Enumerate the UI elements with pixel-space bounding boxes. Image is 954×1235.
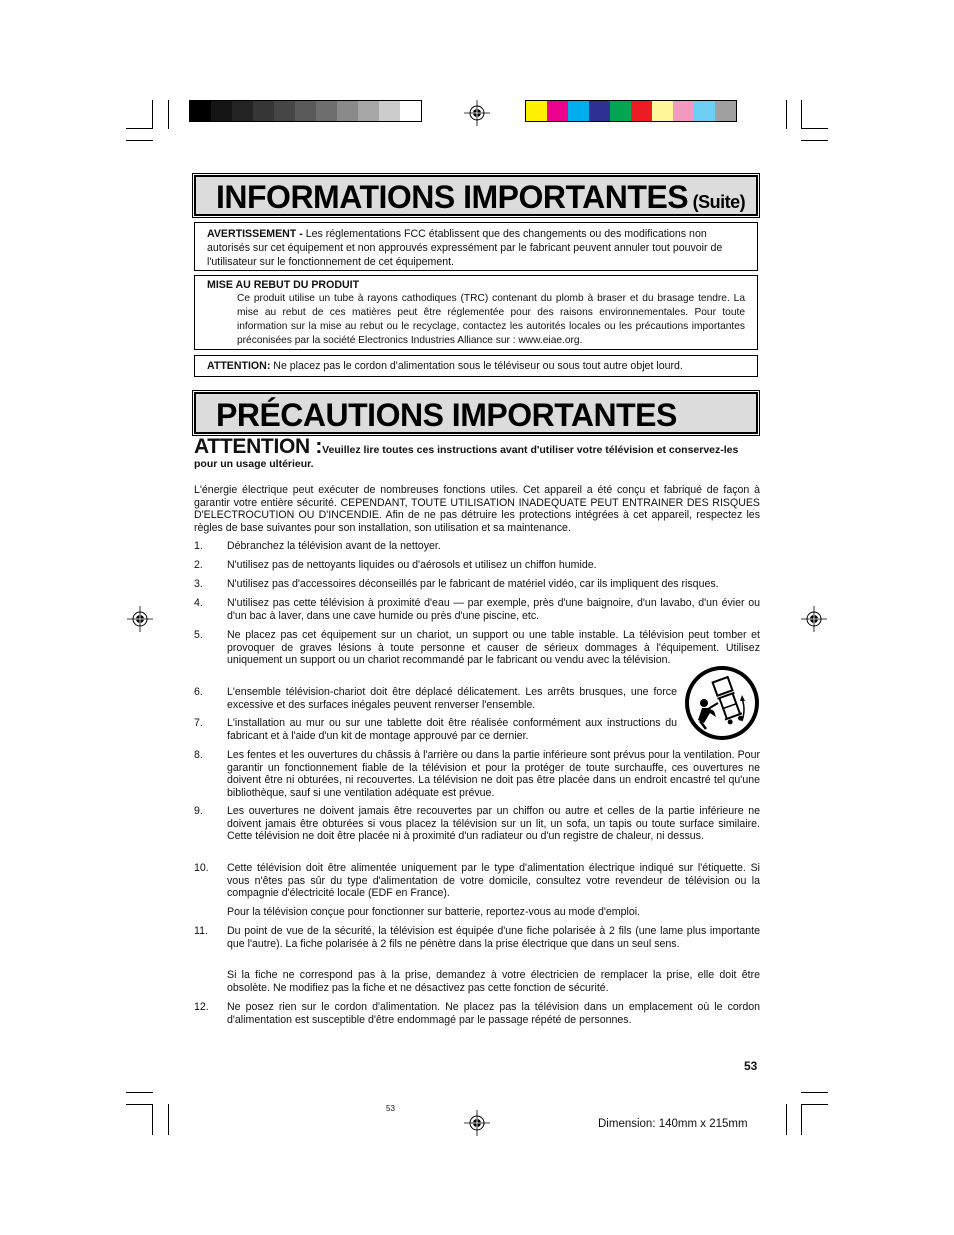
color-swatch (232, 101, 253, 121)
color-swatch (190, 101, 211, 121)
attention-heading-text: Veuillez lire toutes ces instructions avant d'utiliser votre télévision et conservez-les pour un usage ultérieur. (194, 444, 739, 470)
precautions-title-box (194, 392, 758, 434)
attention-label: ATTENTION: (207, 360, 271, 372)
registration-mark-icon (464, 100, 490, 126)
attention-heading (194, 435, 760, 471)
color-swatch (568, 101, 589, 121)
disposal-label: MISE AU REBUT DU PRODUIT (207, 279, 360, 291)
color-swatch (337, 101, 358, 121)
color-swatch (211, 101, 232, 121)
registration-mark-icon (464, 1110, 490, 1136)
cart-tipover-warning-icon (684, 665, 760, 741)
color-swatch (631, 101, 652, 121)
info-title: INFORMATIONS IMPORTANTES (216, 179, 689, 215)
disposal-text: Ce produit utilise un tube à rayons cathodiques (TRC) contenant du plomb à braser et du brasage tendre. La mise au rebut de ces matières peut être réglementée pour des raisons environnementales. Pour toute information sur la mise au rebut ou le recyclage, contactez les autorités locales ou les précautions importantes préconisées par la société Electronics Industries Alliance sur : www.eiae.org. (237, 293, 745, 346)
warning-text: Les réglementations FCC établissent que des changements ou des modifications non autorisés sur cet équipement et non approuvés expressément par le fabricant peuvent annuler tout pouvoir de l'utilisateur sur le fonctionnement de cet équipement. (207, 228, 723, 268)
color-swatch (673, 101, 694, 121)
warning-label: AVERTISSEMENT - (207, 228, 303, 240)
color-swatch (253, 101, 274, 121)
dimension-label: Dimension: 140mm x 215mm (598, 1118, 748, 1130)
color-swatch (652, 101, 673, 121)
color-swatch (274, 101, 295, 121)
page-number: 53 (744, 1059, 758, 1073)
attention-text: Ne placez pas le cordon d'alimentation sous le téléviseur ou sous tout autre objet lourd. (270, 360, 683, 372)
color-swatch (589, 101, 610, 121)
color-swatch (400, 101, 421, 121)
registration-mark-icon (801, 606, 827, 632)
registration-mark-icon (127, 606, 153, 632)
color-swatch (358, 101, 379, 121)
grayscale-bar (189, 100, 422, 122)
disposal-box (194, 275, 758, 350)
color-swatch (715, 101, 736, 121)
color-swatch (379, 101, 400, 121)
color-swatch (610, 101, 631, 121)
small-page-number: 53 (386, 1104, 395, 1113)
color-swatch (316, 101, 337, 121)
fcc-warning-box (194, 222, 758, 271)
color-swatch (295, 101, 316, 121)
info-title-box (194, 175, 758, 216)
attention-box (194, 355, 758, 377)
precautions-title: PRÉCAUTIONS IMPORTANTES (216, 397, 677, 433)
color-bar (525, 100, 737, 122)
intro-paragraph: L'énergie électrique peut exécuter de nombreuses fonctions utiles. Cet appareil a été conçu et fabriqué de façon à garantir votre entière sécurité. CEPENDANT, TOUTE UTILISATION INADEQUATE PEUT ENTRAINER DES RISQUES D'ELECTROCUTION OU D'INCENDIE. Afin de ne pas détruire les protections intégrées à cet appareil, respectez les règles de base suivantes pour son installation, son utilisation et sa maintenance. (194, 484, 760, 534)
color-swatch (547, 101, 568, 121)
color-swatch (526, 101, 547, 121)
info-title-suffix: (Suite) (692, 192, 746, 212)
color-swatch (694, 101, 715, 121)
attention-heading-big: ATTENTION : (194, 435, 323, 458)
